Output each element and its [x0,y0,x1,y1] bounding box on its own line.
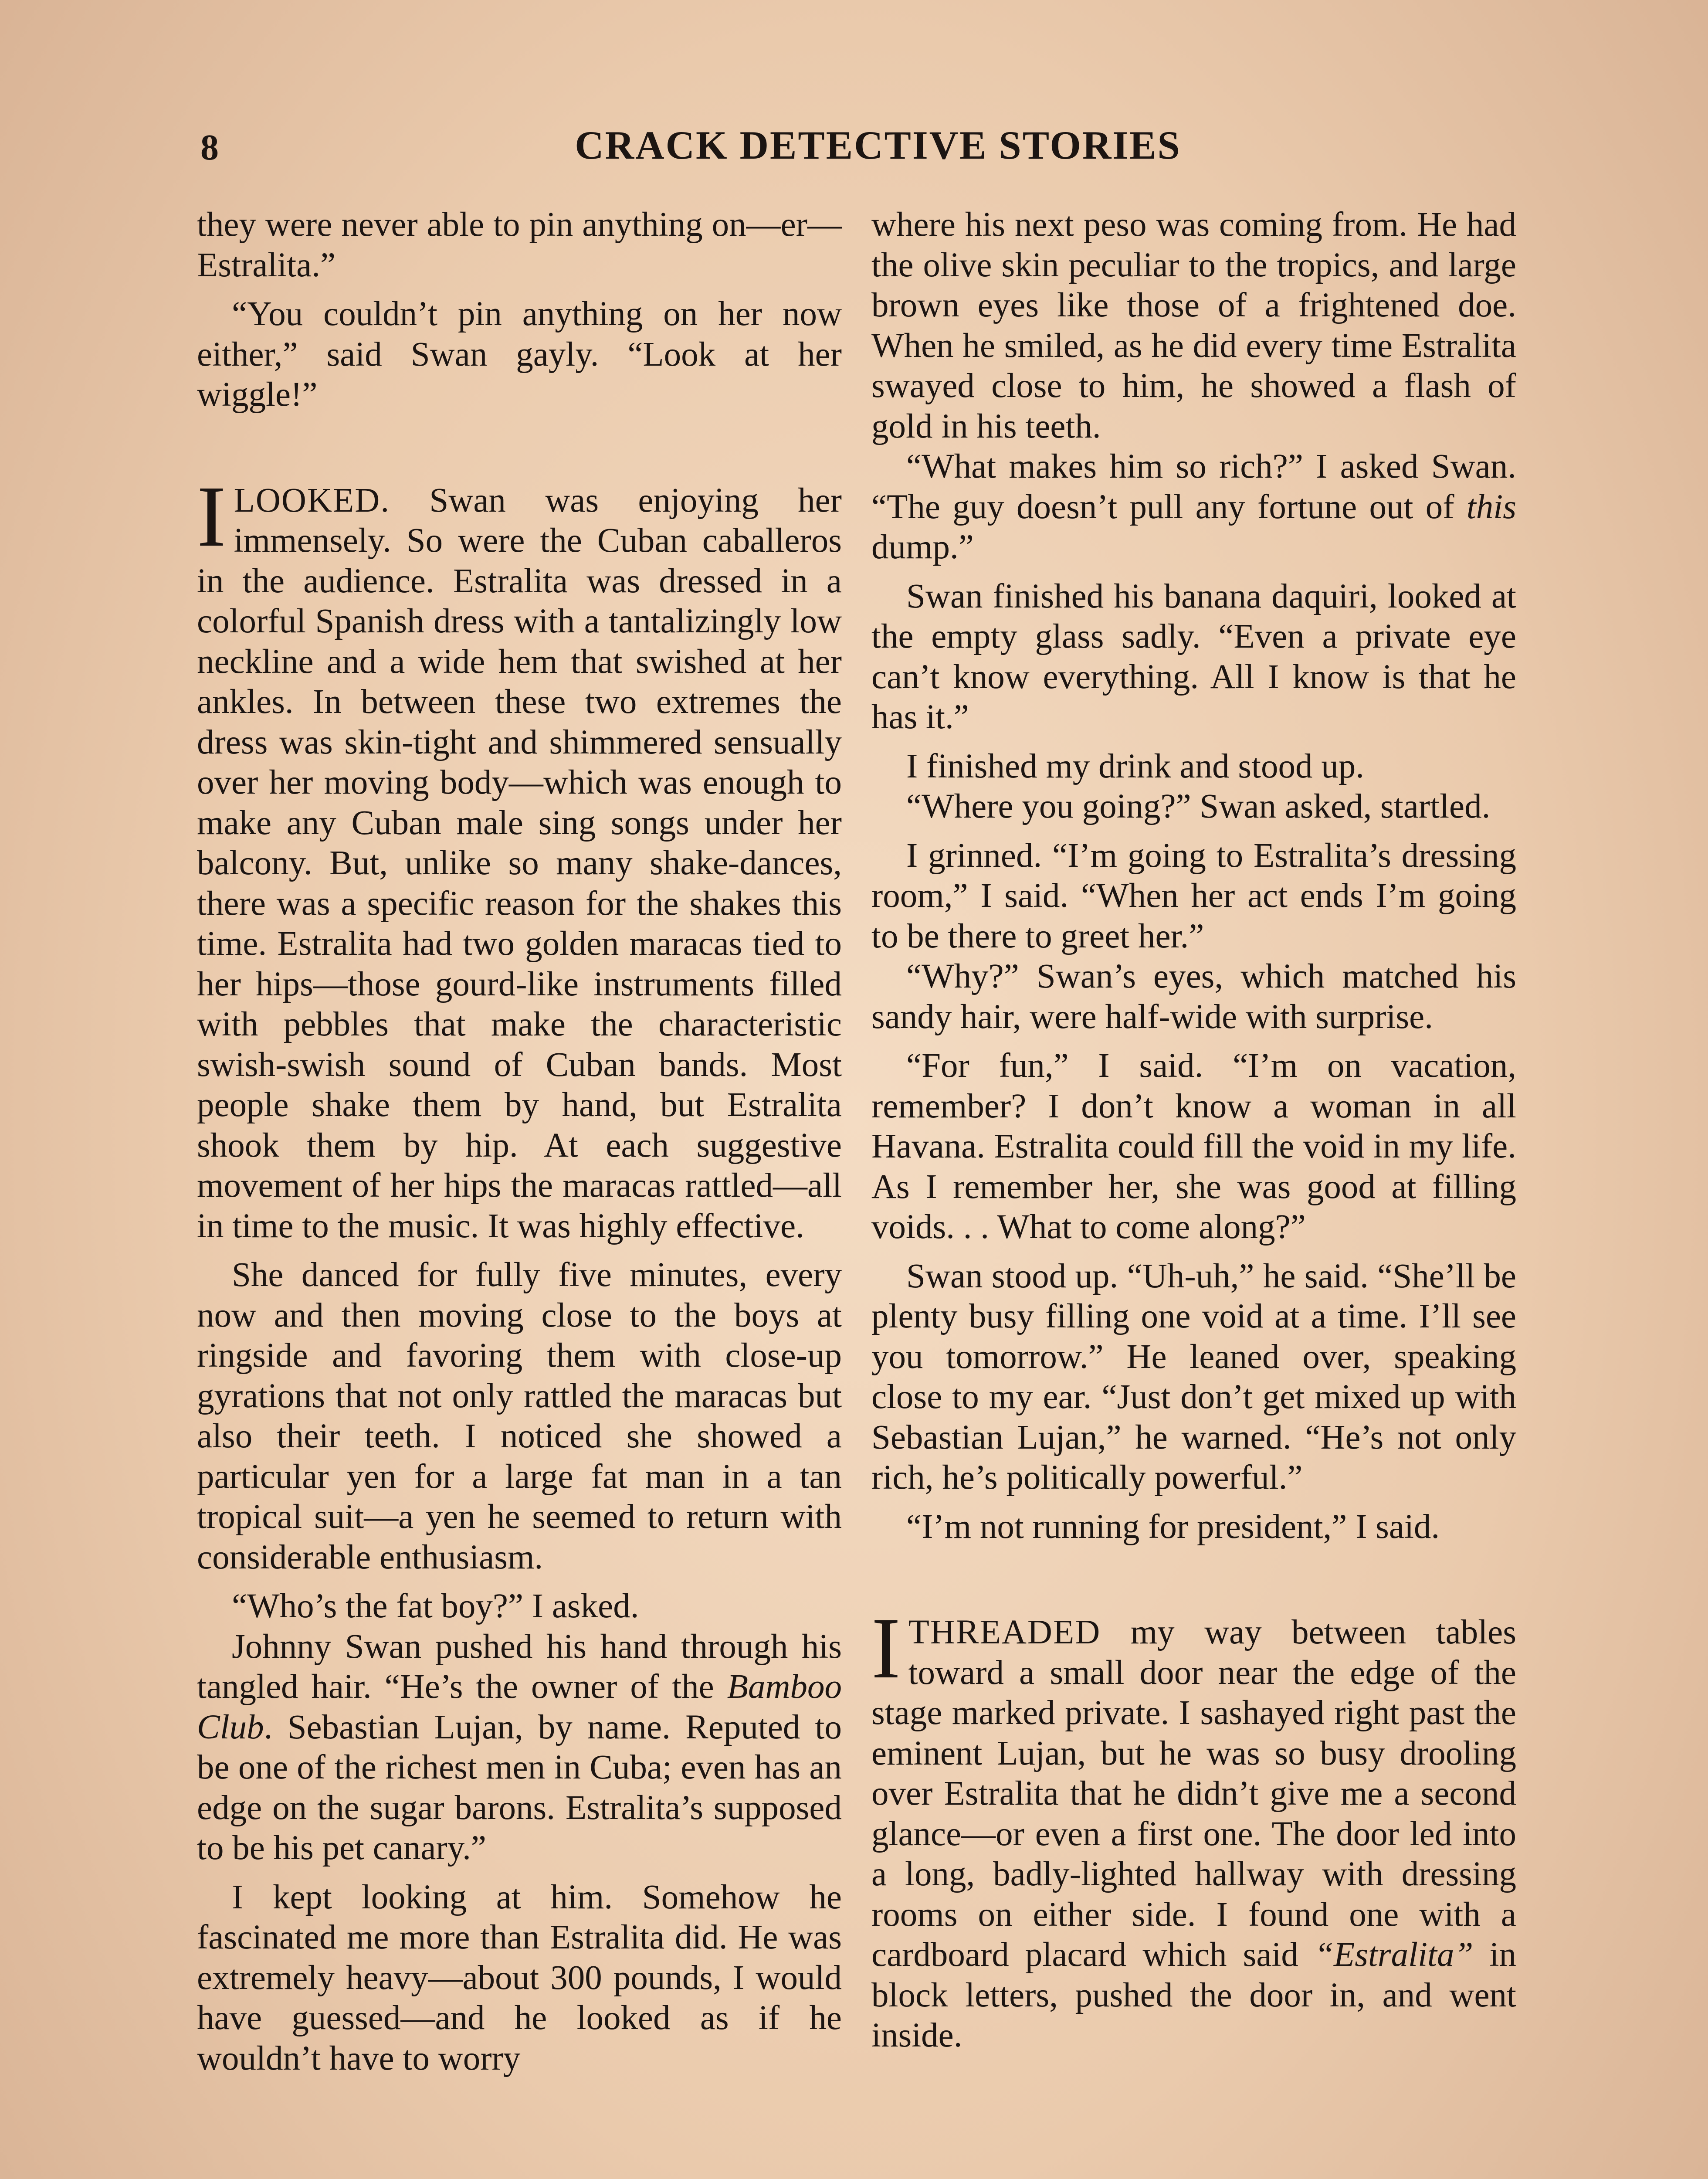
paragraph-text: in block letters, pushed the door in, and went inside. [871,1936,1516,2054]
paragraph [871,447,1516,568]
paragraph: “For fun,” I said. “I’m on vacation, remember? I don’t know a woman in all Havana. Estralita could fill the void in my life. As I remember her, she was good at filling voids. . . What to come along?” [871,1047,1516,1246]
right-column [871,205,1516,2056]
page-number: 8 [200,127,219,168]
section-lead-word: LOOKED. [234,481,390,519]
paragraph: I grinned. “I’m going to Estralita’s dressing room,” I said. “When her act ends I’m going to be there to greet her.” [871,836,1516,955]
paragraph: I kept looking at him. Somehow he fascinated me more than Estralita did. He was extremely heavy—about 300 pounds, I would have guessed—and he looked as if he wouldn’t have to worry [197,1878,842,2077]
paragraph: “Why?” Swan’s eyes, which matched his sandy hair, were half-wide with surprise. [871,957,1516,1036]
paragraph-text: dump.” [871,528,974,566]
paragraph: “Where you going?” Swan asked, startled. [906,787,1491,825]
drop-cap: I [871,1600,901,1697]
running-header [200,122,1508,179]
paragraph-section-start [197,468,842,1247]
left-column [197,205,842,2079]
paragraph: Swan stood up. “Uh-uh,” he said. “She’ll be plenty busy filling one void at a time. I’ll see you tomorrow.” He leaned over, speaking close to my ear. “Just don’t get mixed up with Sebastian Lujan,” he warned. “He’s not only rich, he’s politically powerful.” [871,1257,1516,1497]
paragraph: they were never able to pin anything on—er—Estralita.” [197,206,842,284]
running-title: CRACK DETECTIVE STORIES [575,123,1181,167]
paragraph: She danced for fully five minutes, every now and then moving close to the boys at ringside and favoring them with close-up gyrations that not only rattled the maracas but also their teeth. I noticed she showed a particular yen for a large fat man in a tan tropical suit—a yen he seemed to return with considerable enthusiasm. [197,1256,842,1576]
paragraph [197,1627,842,1869]
paragraph-section-start [871,1600,1516,2056]
paragraph-text: “What makes him so rich?” I asked Swan. “The guy doesn’t pull any fortune out of [871,448,1516,526]
emphasis: this [1466,488,1516,526]
club-name: Bamboo Club [197,1668,842,1746]
paragraph: “Who’s the fat boy?” I asked. [232,1587,639,1625]
section-lead-word: THREADED [908,1613,1101,1651]
paragraph-text: . Sebastian Lujan, by name. Reputed to be one of the richest men in Cuba; even has an edge on the sugar barons. Estralita’s supposed to be his pet canary.” [197,1708,842,1867]
paragraph: where his next peso was coming from. He had the olive skin peculiar to the tropics, and large brown eyes like those of a frightened doe. When he smiled, as he did every time Estralita swayed close to him, he showed a flash of gold in his teeth. [871,206,1516,445]
paragraph-text: Johnny Swan pushed his hand through his tangled hair. “He’s the owner of the [197,1627,842,1706]
paragraph: “I’m not running for president,” I said. [906,1507,1440,1546]
paragraph-text: my way between tables toward a small door near the edge of the stage marked private. I sashayed right past the eminent Lujan, but he was so busy drooling over Estralita that he didn’t give me a second glance—or even a first one. The door led into a long, badly-lighted hallway with dressing rooms on either side. I found one with a cardboard placard which said [871,1613,1516,1974]
placard-name: “Estralita” [1315,1936,1474,1974]
paragraph: Swan finished his banana daquiri, looked at the empty glass sadly. “Even a private eye can’t know everything. All I know is that he has it.” [871,577,1516,736]
paragraph: I finished my drink and stood up. [906,747,1365,785]
paragraph: “You couldn’t pin anything on her now either,” said Swan gayly. “Look at her wiggle!” [197,295,842,414]
drop-cap: I [197,468,226,565]
paragraph-text: Swan was enjoying her immensely. So were the Cuban caballeros in the audience. Estralita was dressed in a colorful Spanish dress with a tantalizingly low neckline and a wide hem that swished at her ankles. In between these two extremes the dress was skin-tight and shimmered sensually over her moving body—which was enough to make any Cuban male sing songs under her balcony. But, unlike so many shake-dances, there was a specific reason for the shakes this time. Estralita had two golden maracas tied to her hips—those gourd-like instruments filled with pebbles that make the characteristic swish-swish sound of Cuban bands. Most people shake them by hand, but Estralita shook them by hip. At each suggestive movement of her hips the maracas rattled—all in time to the music. It was highly effective. [197,481,842,1245]
